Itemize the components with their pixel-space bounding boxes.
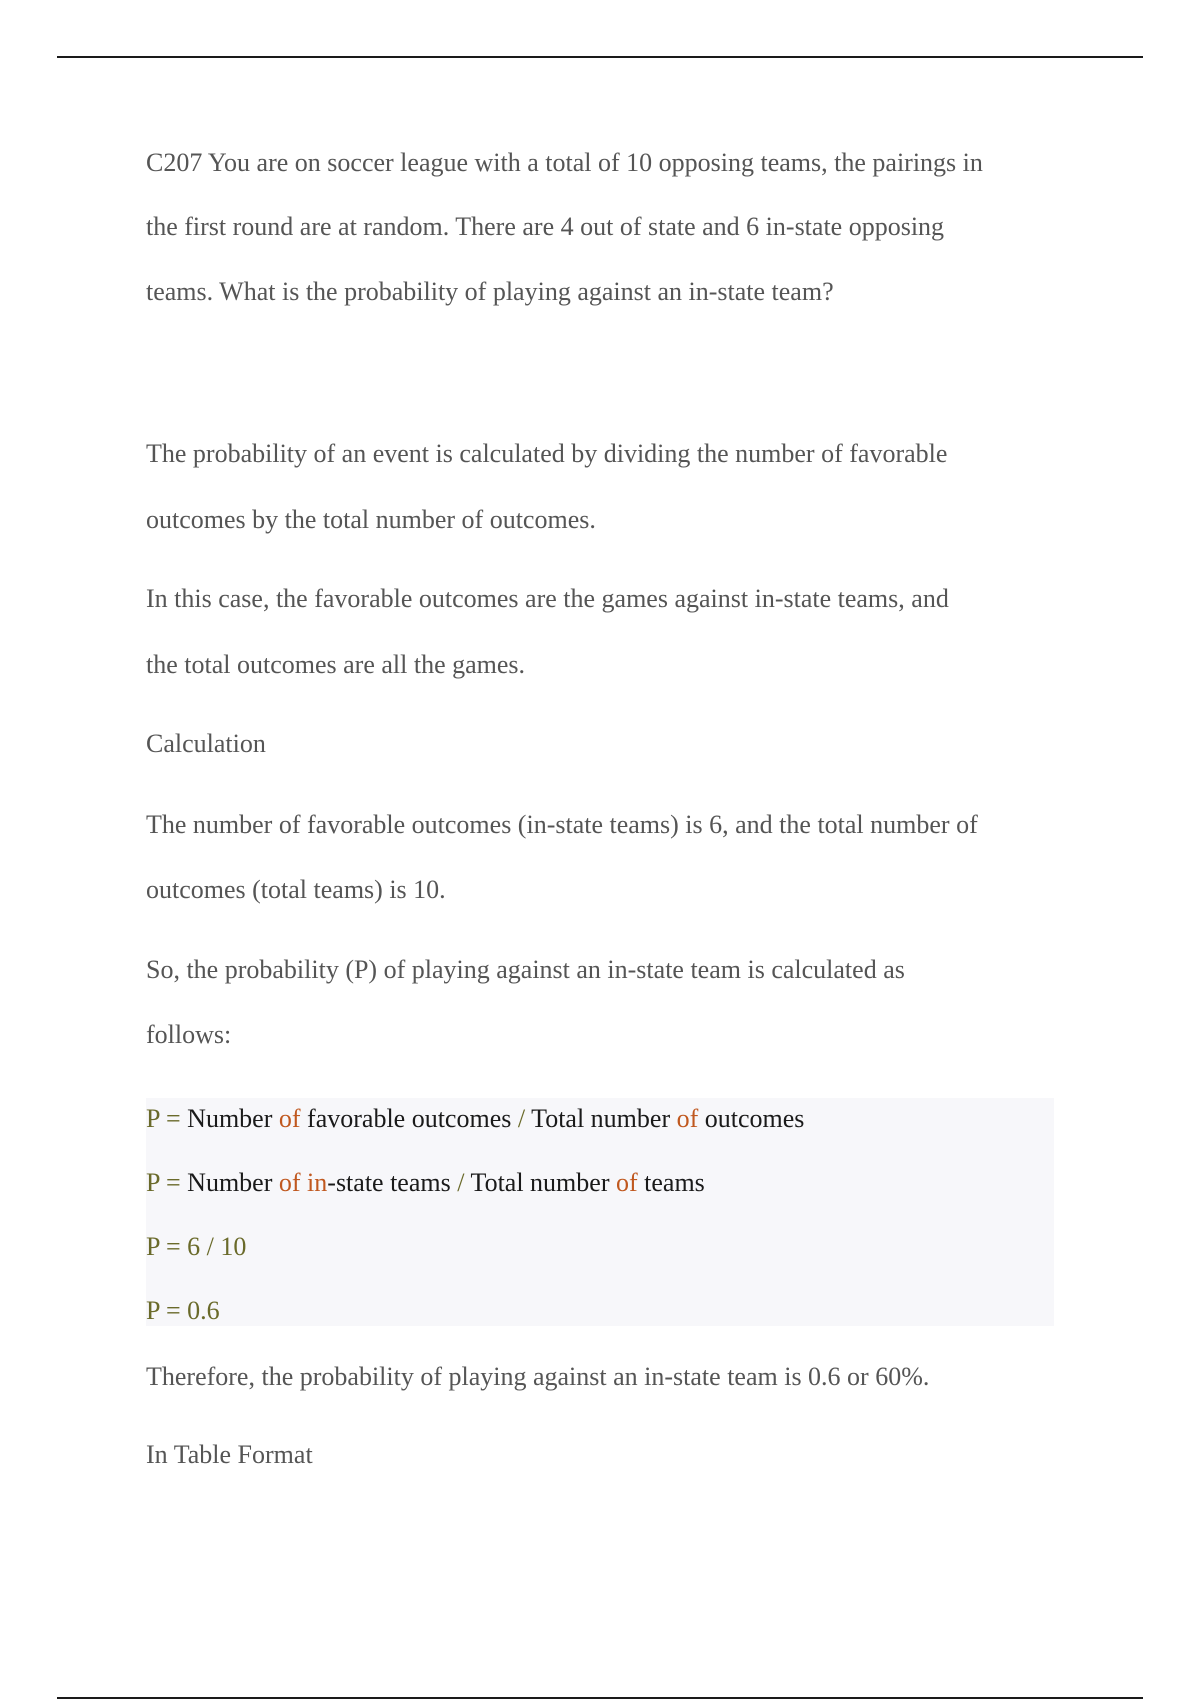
formula-text: teams	[637, 1168, 705, 1197]
table-format-heading: In Table Format	[146, 1440, 313, 1469]
formula-keyword: of	[278, 1168, 301, 1197]
formula-keyword: of	[278, 1104, 301, 1133]
bottom-rule	[57, 1697, 1143, 1699]
formula-text: outcomes	[698, 1104, 805, 1133]
explanation-para2-line-2: the total outcomes are all the games.	[146, 650, 526, 679]
formula-code-block	[146, 1098, 1054, 1326]
formula-text: Number	[187, 1168, 279, 1197]
formula-keyword: of	[676, 1104, 699, 1133]
explanation-para4-line-1: So, the probability (P) of playing against an in-state team is calculated as	[146, 955, 905, 984]
formula-slash: /	[457, 1168, 465, 1197]
explanation-para1-line-1: The probability of an event is calculated by dividing the number of favorable	[146, 439, 948, 468]
formula-equals: =	[159, 1168, 188, 1197]
top-rule	[57, 56, 1143, 58]
formula-var: P	[146, 1232, 160, 1261]
formula-line-1	[146, 1104, 804, 1134]
formula-var: P	[146, 1168, 160, 1197]
formula-text: Number	[187, 1104, 279, 1133]
formula-keyword: of	[615, 1168, 638, 1197]
formula-number: 0.6	[187, 1296, 220, 1325]
question-line-1: C207 You are on soccer league with a total of 10 opposing teams, the pairings in	[146, 148, 983, 177]
calculation-heading: Calculation	[146, 729, 266, 758]
formula-equals: =	[159, 1296, 188, 1325]
formula-slash: /	[517, 1104, 526, 1133]
formula-text: -state teams	[327, 1168, 458, 1197]
formula-equals: =	[159, 1104, 188, 1133]
formula-slash: /	[200, 1232, 221, 1261]
formula-line-3	[146, 1232, 246, 1262]
question-line-2: the first round are at random. There are 4 out of state and 6 in-state opposing	[146, 212, 945, 241]
explanation-para2-line-1: In this case, the favorable outcomes are the games against in-state teams, and	[146, 584, 949, 613]
formula-number: 6	[187, 1232, 201, 1261]
explanation-para1-line-2: outcomes by the total number of outcomes.	[146, 505, 596, 534]
formula-line-4	[146, 1296, 220, 1326]
formula-var: P	[146, 1104, 160, 1133]
formula-var: P	[146, 1296, 160, 1325]
formula-keyword: in	[307, 1168, 328, 1197]
formula-text: Total number	[464, 1168, 616, 1197]
explanation-para4-line-2: follows:	[146, 1020, 232, 1049]
formula-text: favorable outcomes	[300, 1104, 518, 1133]
formula-number: 10	[220, 1232, 247, 1261]
formula-equals: =	[159, 1232, 188, 1261]
conclusion-line: Therefore, the probability of playing against an in-state team is 0.6 or 60%.	[146, 1362, 930, 1391]
formula-line-2	[146, 1168, 705, 1198]
explanation-para3-line-2: outcomes (total teams) is 10.	[146, 875, 446, 904]
explanation-para3-line-1: The number of favorable outcomes (in-state teams) is 6, and the total number of	[146, 810, 978, 839]
formula-text: Total number	[525, 1104, 677, 1133]
question-line-3: teams. What is the probability of playing against an in-state team?	[146, 277, 834, 306]
